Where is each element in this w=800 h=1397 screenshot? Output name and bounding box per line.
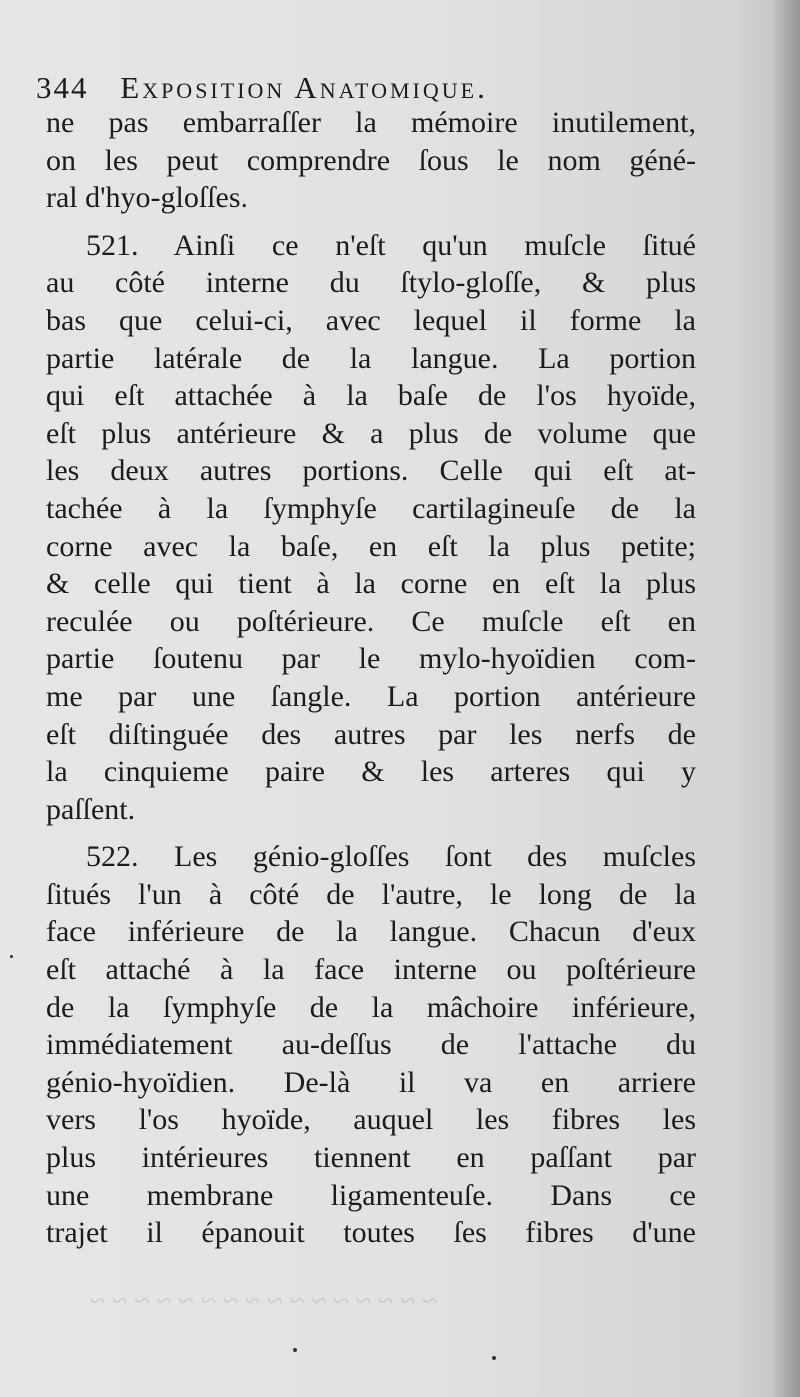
text-line: de la ſymphyſe de la mâchoire inférieure, [46,990,696,1024]
text-line: face inférieure de la langue. Chacun d'eux [46,915,696,949]
paragraph-gap [46,217,696,227]
text-line: ral d'hyo-gloſſes. [46,181,249,215]
text-line: au côté interne du ſtylo-gloſſe, & plus [46,266,696,300]
text-line: vers l'os hyoïde, auquel les fibres les [46,1103,696,1137]
ink-speck [492,1356,496,1360]
text-line: eſt plus antérieure & a plus de volume que [46,416,696,450]
text-line: ſitués l'un à côté de l'autre, le long de la [46,877,696,911]
text-line: eſt diſtinguée des autres par les nerfs de [46,717,696,751]
text-line: qui eſt attachée à la baſe de l'os hyoïde, [46,379,696,413]
page-edge-shadow [772,0,800,1397]
text-line: une membrane ligamenteuſe. Dans ce [46,1178,696,1212]
text-line: bas que celui-ci, avec lequel il forme la [46,303,696,337]
text-line: eſt attaché à la face interne ou poſtérieure [46,953,696,987]
text-line: trajet il épanouit toutes ſes fibres d'une [46,1216,696,1250]
text-line: plus intérieures tiennent en paſſant par [46,1141,696,1175]
text-line: tachée à la ſymphyſe cartilagineuſe de la [46,491,696,525]
text-line: 522. Les génio-gloſſes ſont des muſcles [86,840,696,874]
ink-speck [10,955,13,958]
text-line: immédiatement au-deſſus de l'attache du [46,1028,696,1062]
text-line: partie ſoutenu par le mylo-hyoïdien com- [46,642,696,676]
page-number: 344 [36,70,89,105]
running-title: Exposition Anatomique. [120,70,488,105]
text-line: paſſent. [46,792,136,826]
text-line: partie latérale de la langue. La portion [46,341,696,375]
text-line: ne pas embarraſſer la mémoire inutilement, [46,106,696,139]
text-block [46,104,696,1252]
text-line: on les peut comprendre ſous le nom géné- [46,143,696,177]
text-line: la cinquieme paire & les arteres qui y [46,755,696,789]
text-line: 521. Ainſi ce n'eſt qu'un muſcle ſitué [86,228,696,262]
show-through-glyphs: ~ ~ ~ ~ ~ ~ ~ ~ ~ ~ ~ ~ ~ ~ ~ ~ [90,1284,438,1315]
text-line: corne avec la baſe, en eſt la plus petite; [46,529,696,563]
text-line: les deux autres portions. Celle qui eſt at- [46,454,696,488]
text-line: & celle qui tient à la corne en eſt la plus [46,567,696,601]
text-line: génio-hyoïdien. De-là il va en arriere [46,1065,696,1099]
text-line: me par une ſangle. La portion antérieure [46,679,696,713]
paragraph-gap [46,828,696,838]
text-line: reculée ou poſtérieure. Ce muſcle eſt en [46,604,696,638]
ink-speck [293,1348,297,1352]
show-through-text [90,1255,710,1315]
